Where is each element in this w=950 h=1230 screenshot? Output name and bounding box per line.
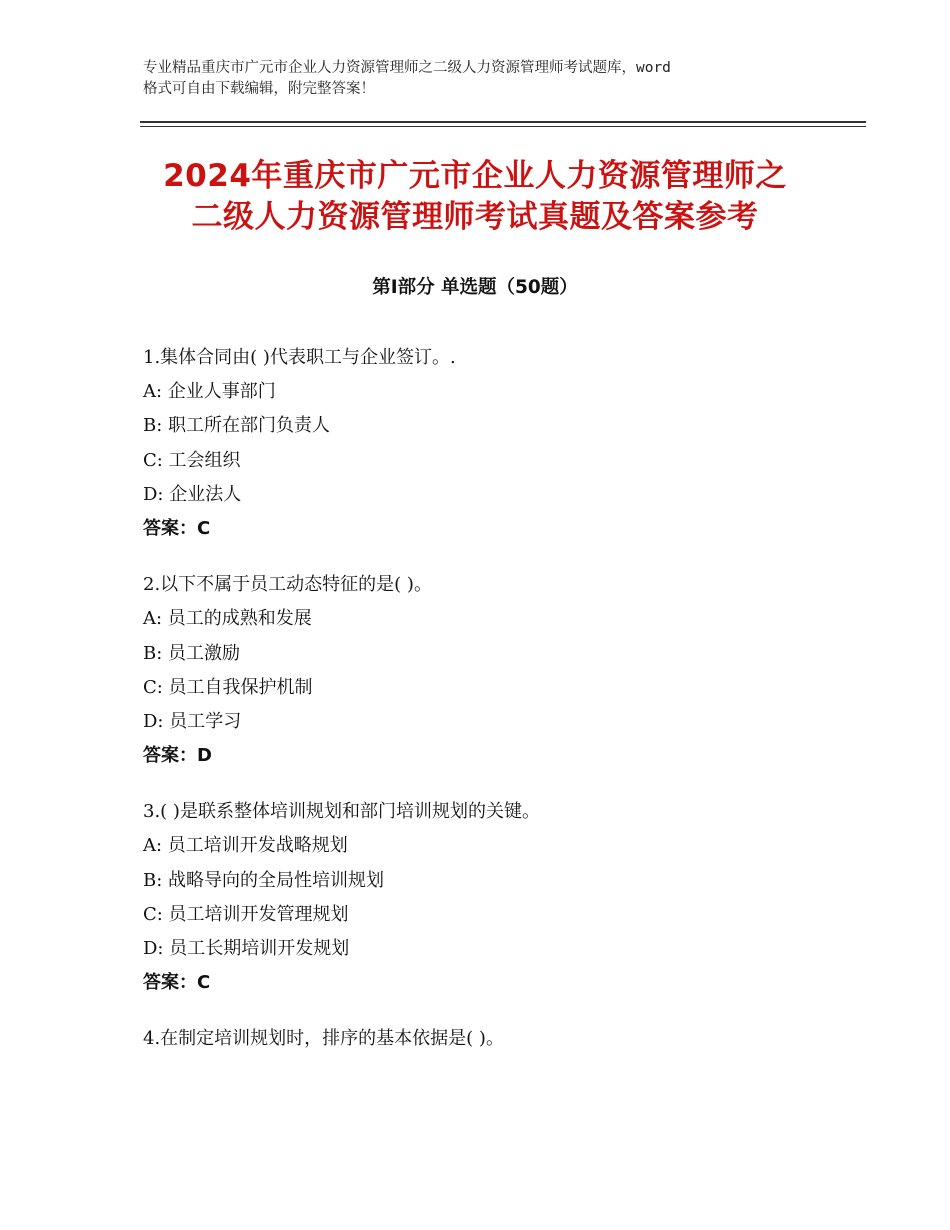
option-a: A: 员工的成熟和发展 bbox=[143, 608, 312, 630]
question-2 bbox=[143, 568, 863, 773]
option-d: D: 员工学习 bbox=[143, 710, 242, 732]
question-3 bbox=[143, 795, 863, 1000]
header-note-line-1: 专业精品重庆市广元市企业人力资源管理师之二级人力资源管理师考试题库，word bbox=[143, 60, 671, 76]
option-a: A: 企业人事部门 bbox=[143, 381, 276, 403]
answer-key: 答案：C bbox=[143, 517, 211, 539]
question-list bbox=[143, 341, 863, 1079]
question-stem: 2.以下不属于员工动态特征的是( )。 bbox=[143, 574, 432, 596]
question-4 bbox=[143, 1022, 863, 1056]
option-a: A: 员工培训开发战略规划 bbox=[143, 835, 348, 857]
document-title bbox=[100, 156, 850, 238]
section-heading: 第Ⅰ部分 单选题（50题） bbox=[372, 277, 578, 298]
document-title-line-1: 2024年重庆市广元市企业人力资源管理师之 bbox=[163, 158, 787, 194]
answer-key: 答案：D bbox=[143, 745, 212, 767]
option-c: C: 工会组织 bbox=[143, 449, 241, 471]
question-stem: 4.在制定培训规划时，排序的基本依据是( )。 bbox=[143, 1028, 504, 1050]
header-divider-thick bbox=[140, 121, 866, 123]
question-stem: 1.集体合同由( )代表职工与企业签订。. bbox=[143, 347, 456, 368]
document-title-line-2: 二级人力资源管理师考试真题及答案参考 bbox=[191, 199, 759, 235]
option-d: D: 企业法人 bbox=[143, 483, 242, 505]
option-b: B: 员工激励 bbox=[143, 642, 241, 664]
option-c: C: 员工自我保护机制 bbox=[143, 676, 313, 698]
header-divider-thin bbox=[140, 126, 866, 127]
option-c: C: 员工培训开发管理规划 bbox=[143, 903, 349, 925]
answer-key: 答案：C bbox=[143, 972, 211, 994]
option-b: B: 职工所在部门负责人 bbox=[143, 415, 331, 437]
option-b: B: 战略导向的全局性培训规划 bbox=[143, 869, 385, 891]
question-1 bbox=[143, 341, 863, 546]
header-note bbox=[143, 58, 823, 100]
option-d: D: 员工长期培训开发规划 bbox=[143, 938, 350, 959]
question-stem: 3.( )是联系整体培训规划和部门培训规划的关键。 bbox=[143, 801, 540, 823]
header-note-line-2: 格式可自由下载编辑，附完整答案！ bbox=[143, 81, 375, 97]
